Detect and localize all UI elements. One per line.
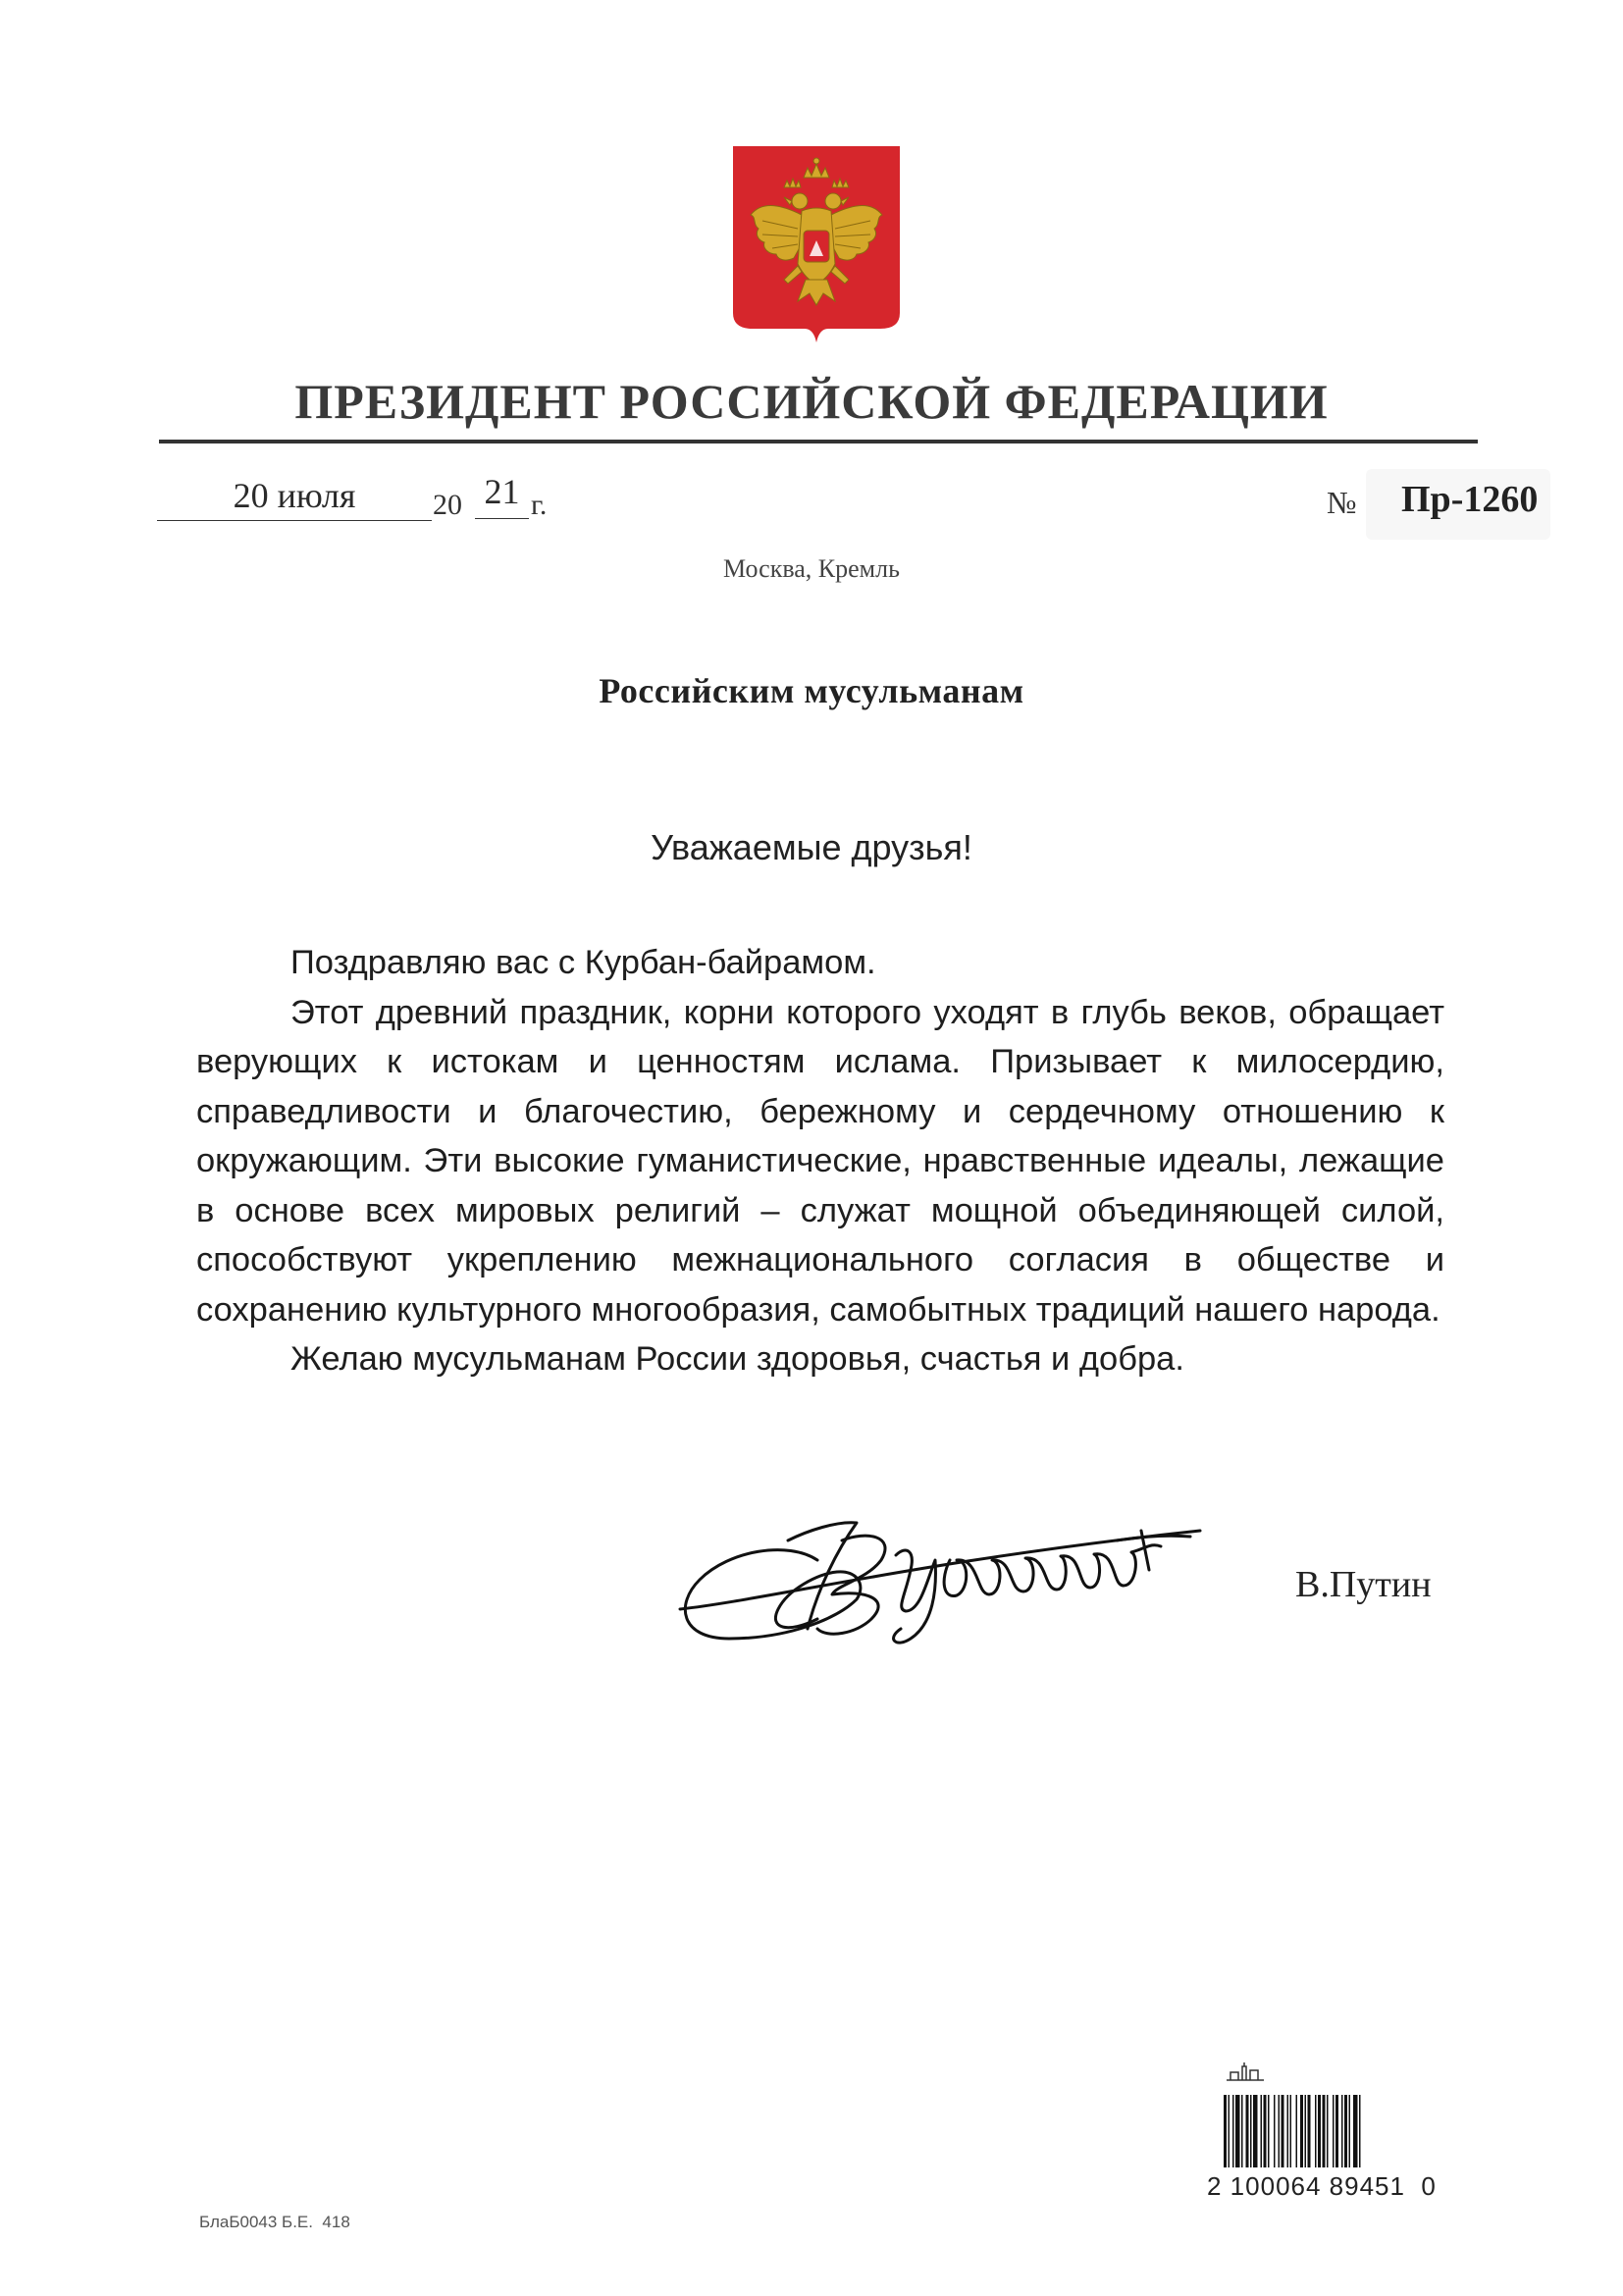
- date-year: 21: [475, 471, 529, 519]
- barcode-bar: [1264, 2095, 1267, 2167]
- signer-name: В.Путин: [1295, 1564, 1432, 1605]
- barcode-bar: [1229, 2095, 1230, 2167]
- factory-logo-icon: [1225, 2061, 1266, 2084]
- barcode-bar: [1224, 2095, 1227, 2167]
- barcode: [1222, 2095, 1422, 2167]
- barcode-bar: [1341, 2095, 1343, 2167]
- barcode-bar: [1268, 2095, 1270, 2167]
- coat-of-arms-icon: [733, 146, 900, 342]
- barcode-bar: [1274, 2095, 1276, 2167]
- date-day-month: 20 июля: [157, 475, 432, 521]
- date-year-suffix: г.: [531, 489, 548, 521]
- document-heading: ПРЕЗИДЕНТ РОССИЙСКОЙ ФЕДЕРАЦИИ: [294, 374, 1329, 429]
- barcode-bar: [1308, 2095, 1311, 2167]
- barcode-bar: [1241, 2095, 1243, 2167]
- barcode-bar: [1318, 2095, 1321, 2167]
- document-number: Пр-1260: [1401, 479, 1539, 520]
- barcode-bar: [1327, 2095, 1329, 2167]
- barcode-bar: [1246, 2095, 1249, 2167]
- barcode-bar: [1305, 2095, 1307, 2167]
- paragraph: Этот древний праздник, корни которого уходят в глубь веков, обращает верующих к истокам и ценностям ислама. Призывает к милосердию, справедливости и благочестию, бережному и сердечному отношению к окружающим. Эти высокие гуманистические, нравственные идеалы, лежащие в основе всех мировых религий – служат мощной объединяющей силой, способствуют укреплению межнационального согласия в обществе и сохранению культурного многообразия, самобытных традиций нашего народа.: [196, 993, 1444, 1329]
- barcode-bar: [1261, 2095, 1263, 2167]
- number-sign: №: [1327, 485, 1357, 520]
- form-code: БлаБ0043 Б.Е. 418: [199, 2213, 350, 2231]
- barcode-bar: [1344, 2095, 1347, 2167]
- place-of-signing: Москва, Кремль: [723, 554, 900, 583]
- paragraph: Поздравляю вас с Курбан-байрамом.: [290, 944, 876, 981]
- barcode-bar: [1296, 2095, 1298, 2167]
- letter-body: [196, 938, 1444, 1384]
- barcode-bar: [1253, 2095, 1258, 2167]
- barcode-bar: [1282, 2095, 1284, 2167]
- date-year-prefix: 20: [433, 489, 462, 521]
- salutation: Уважаемые друзья!: [651, 827, 972, 867]
- heading-divider: [159, 440, 1478, 444]
- barcode-bar: [1353, 2095, 1358, 2167]
- barcode-number: 2 100064 89451 0: [1207, 2171, 1437, 2201]
- barcode-bar: [1250, 2095, 1252, 2167]
- barcode-bar: [1359, 2095, 1361, 2167]
- addressee: Российским мусульманам: [599, 671, 1024, 710]
- barcode-bar: [1333, 2095, 1335, 2167]
- barcode-bar: [1315, 2095, 1317, 2167]
- barcode-bar: [1323, 2095, 1326, 2167]
- barcode-bar: [1287, 2095, 1289, 2167]
- barcode-bar: [1235, 2095, 1240, 2167]
- barcode-bar: [1349, 2095, 1351, 2167]
- barcode-bar: [1290, 2095, 1292, 2167]
- paragraph: Желаю мусульманам России здоровья, счастья и добра.: [290, 1340, 1184, 1378]
- barcode-bar: [1232, 2095, 1234, 2167]
- handwritten-signature: [670, 1501, 1220, 1658]
- barcode-bar: [1300, 2095, 1303, 2167]
- barcode-bar: [1279, 2095, 1281, 2167]
- barcode-bar: [1335, 2095, 1338, 2167]
